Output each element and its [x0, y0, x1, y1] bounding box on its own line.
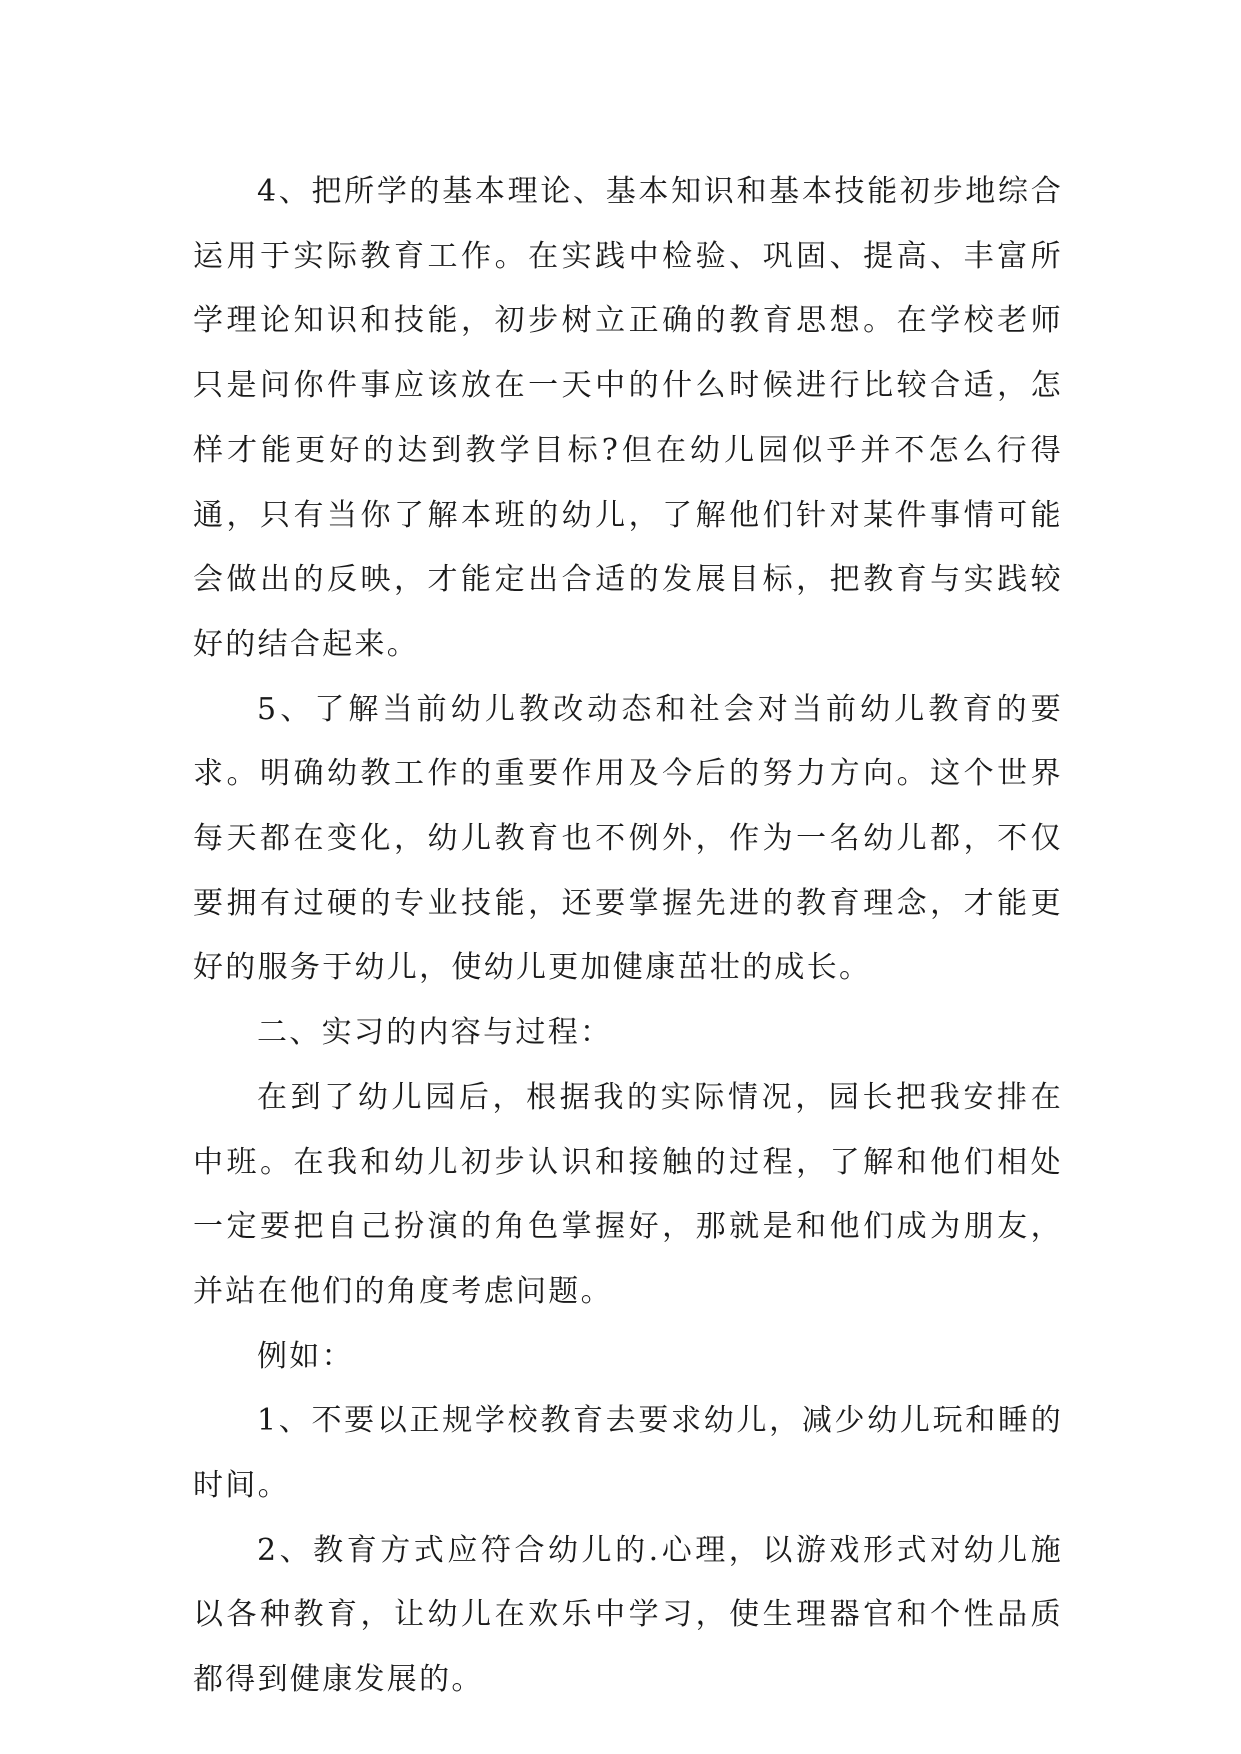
paragraph-example-2: 2、教育方式应符合幼儿的.心理，以游戏形式对幼儿施以各种教育，让幼儿在欢乐中学习，使生理器官和个性品质都得到健康发展的。	[193, 1532, 1063, 1698]
section-heading-internship-content: 二、实习的内容与过程：	[257, 1015, 613, 1051]
paragraph-goal-5: 5、了解当前幼儿教改动态和社会对当前幼儿教育的要求。明确幼教工作的重要作用及今后的努力方向。这个世界每天都在变化，幼儿教育也不例外，作为一名幼儿都，不仅要拥有过硬的专业技能，还要掌握先进的教育理念，才能更好的服务于幼儿，使幼儿更加健康茁壮的成长。	[193, 691, 1063, 986]
paragraph-for-example: 例如：	[257, 1338, 354, 1374]
document-body	[193, 160, 1063, 1713]
paragraph-goal-4: 4、把所学的基本理论、基本知识和基本技能初步地综合运用于实际教育工作。在实践中检验、巩固、提高、丰富所学理论知识和技能，初步树立正确的教育思想。在学校老师只是问你件事应该放在一天中的什么时候进行比较合适，怎样才能更好的达到教学目标?但在幼儿园似乎并不怎么行得通，只有当你了解本班的幼儿，了解他们针对某件事情可能会做出的反映，才能定出合适的发展目标，把教育与实践较好的结合起来。	[193, 174, 1063, 662]
paragraph-internship-intro: 在到了幼儿园后，根据我的实际情况，园长把我安排在中班。在我和幼儿初步认识和接触的过程，了解和他们相处一定要把自己扮演的角色掌握好，那就是和他们成为朋友，并站在他们的角度考虑问题。	[193, 1079, 1063, 1309]
paragraph-example-1: 1、不要以正规学校教育去要求幼儿，减少幼儿玩和睡的时间。	[193, 1403, 1063, 1504]
